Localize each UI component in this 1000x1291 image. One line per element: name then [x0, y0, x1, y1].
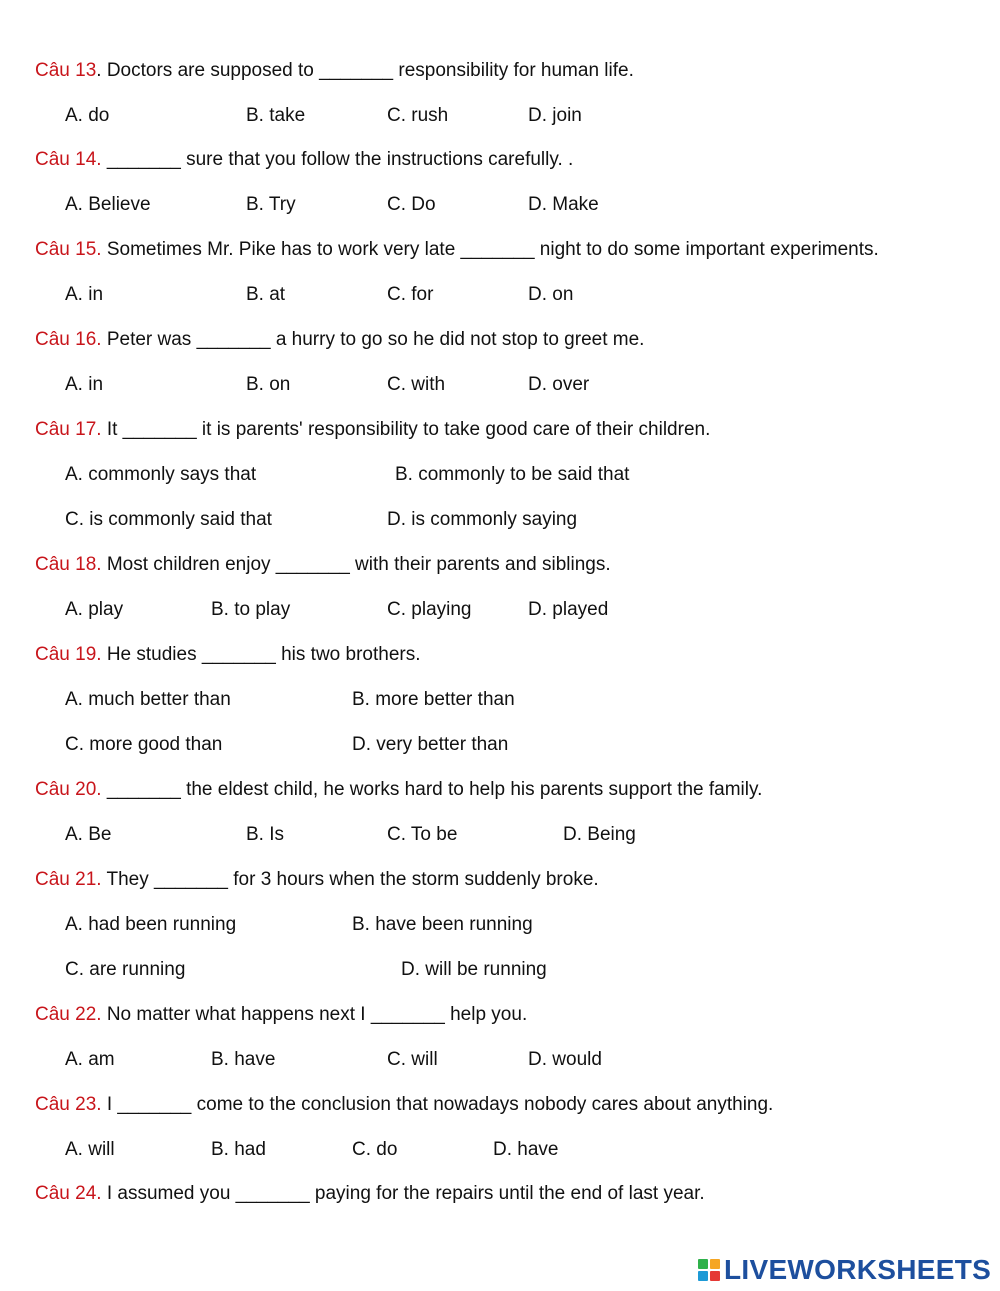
answer-option[interactable]: B. more better than — [352, 689, 515, 710]
answer-option[interactable]: D. join — [528, 105, 582, 126]
answer-option[interactable]: C. will — [387, 1049, 438, 1070]
question-number: Câu 24. — [35, 1183, 102, 1204]
question-number: Câu 23. — [35, 1094, 102, 1115]
question-number: Câu 21. — [35, 869, 102, 890]
question-text: They _______ for 3 hours when the storm suddenly broke. — [101, 869, 599, 890]
answer-option[interactable]: C. for — [387, 284, 434, 305]
answer-option[interactable]: B. Is — [246, 824, 285, 845]
question-17 — [35, 419, 710, 441]
question-text: I _______ come to the conclusion that nowadays nobody cares about anything. — [101, 1094, 774, 1115]
question-number: Câu 16. — [35, 329, 102, 350]
answer-option[interactable]: A. do — [65, 105, 110, 126]
answer-option[interactable]: D. played — [528, 599, 609, 620]
answer-option[interactable]: B. commonly to be said that — [395, 464, 630, 485]
question-text: Most children enjoy _______ with their parents and siblings. — [101, 554, 611, 575]
answer-option[interactable]: D. Make — [528, 194, 599, 215]
question-text: Peter was _______ a hurry to go so he did not stop to greet me. — [101, 329, 645, 350]
logo-text: LIVEWORKSHEETS — [724, 1254, 992, 1285]
question-number: Câu 15. — [35, 239, 102, 260]
question-number: Câu 19. — [35, 644, 102, 665]
question-text: He studies _______ his two brothers. — [101, 644, 421, 665]
question-19 — [35, 644, 421, 666]
question-14 — [35, 149, 573, 171]
answer-option[interactable]: C. do — [352, 1139, 398, 1160]
answer-option[interactable]: D. over — [528, 374, 590, 395]
question-18 — [35, 554, 611, 576]
answer-option[interactable]: B. to play — [211, 599, 291, 620]
question-number: Câu 14. — [35, 149, 102, 170]
answer-option[interactable]: A. in — [65, 284, 104, 305]
question-20 — [35, 779, 762, 801]
answer-option[interactable]: D. very better than — [352, 734, 509, 755]
answer-option[interactable]: D. is commonly saying — [387, 509, 578, 530]
answer-option[interactable]: C. are running — [65, 959, 186, 980]
answer-option[interactable]: B. have been running — [352, 914, 533, 935]
answer-option[interactable]: C. Do — [387, 194, 436, 215]
question-15 — [35, 239, 879, 261]
answer-option[interactable]: B. at — [246, 284, 286, 305]
question-23 — [35, 1094, 773, 1116]
question-21 — [35, 869, 599, 891]
answer-option[interactable]: A. had been running — [65, 914, 237, 935]
question-24 — [35, 1183, 705, 1205]
question-number: Câu 22. — [35, 1004, 102, 1025]
answer-option[interactable]: C. rush — [387, 105, 449, 126]
answer-option[interactable]: C. with — [387, 374, 446, 395]
answer-option[interactable]: D. would — [528, 1049, 602, 1070]
question-number: Câu 13 — [35, 60, 97, 81]
answer-option[interactable]: A. Believe — [65, 194, 151, 215]
question-text: No matter what happens next I _______ help you. — [101, 1004, 528, 1025]
question-22 — [35, 1004, 527, 1026]
answer-option[interactable]: A. commonly says that — [65, 464, 257, 485]
question-16 — [35, 329, 644, 351]
question-text: _______ sure that you follow the instructions carefully. . — [101, 149, 574, 170]
answer-option[interactable]: A. much better than — [65, 689, 231, 710]
question-text: I assumed you _______ paying for the repairs until the end of last year. — [101, 1183, 705, 1204]
answer-option[interactable]: B. on — [246, 374, 291, 395]
liveworksheets-logo — [698, 1252, 994, 1288]
question-text: . Doctors are supposed to _______ responsibility for human life. — [96, 60, 634, 81]
answer-option[interactable]: D. Being — [563, 824, 636, 845]
question-text: Sometimes Mr. Pike has to work very late _______ night to do some important experiments. — [101, 239, 879, 260]
answer-option[interactable]: B. had — [211, 1139, 266, 1160]
answer-option[interactable]: A. will — [65, 1139, 115, 1160]
question-13 — [35, 60, 634, 82]
question-number: Câu 18. — [35, 554, 102, 575]
answer-option[interactable]: C. is commonly said that — [65, 509, 272, 530]
question-number: Câu 17. — [35, 419, 102, 440]
question-text: _______ the eldest child, he works hard to help his parents support the family. — [101, 779, 763, 800]
answer-option[interactable]: A. play — [65, 599, 124, 620]
answer-option[interactable]: B. take — [246, 105, 306, 126]
question-text: It _______ it is parents' responsibility to take good care of their children. — [101, 419, 711, 440]
answer-option[interactable]: A. in — [65, 374, 104, 395]
answer-option[interactable]: A. am — [65, 1049, 115, 1070]
answer-option[interactable]: D. on — [528, 284, 574, 305]
answer-option[interactable]: C. To be — [387, 824, 458, 845]
question-number: Câu 20. — [35, 779, 102, 800]
answer-option[interactable]: D. will be running — [401, 959, 547, 980]
answer-option[interactable]: B. have — [211, 1049, 276, 1070]
answer-option[interactable]: C. playing — [387, 599, 472, 620]
answer-option[interactable]: D. have — [493, 1139, 559, 1160]
answer-option[interactable]: C. more good than — [65, 734, 223, 755]
logo-grid-icon — [698, 1259, 720, 1281]
answer-option[interactable]: A. Be — [65, 824, 112, 845]
answer-option[interactable]: B. Try — [246, 194, 296, 215]
